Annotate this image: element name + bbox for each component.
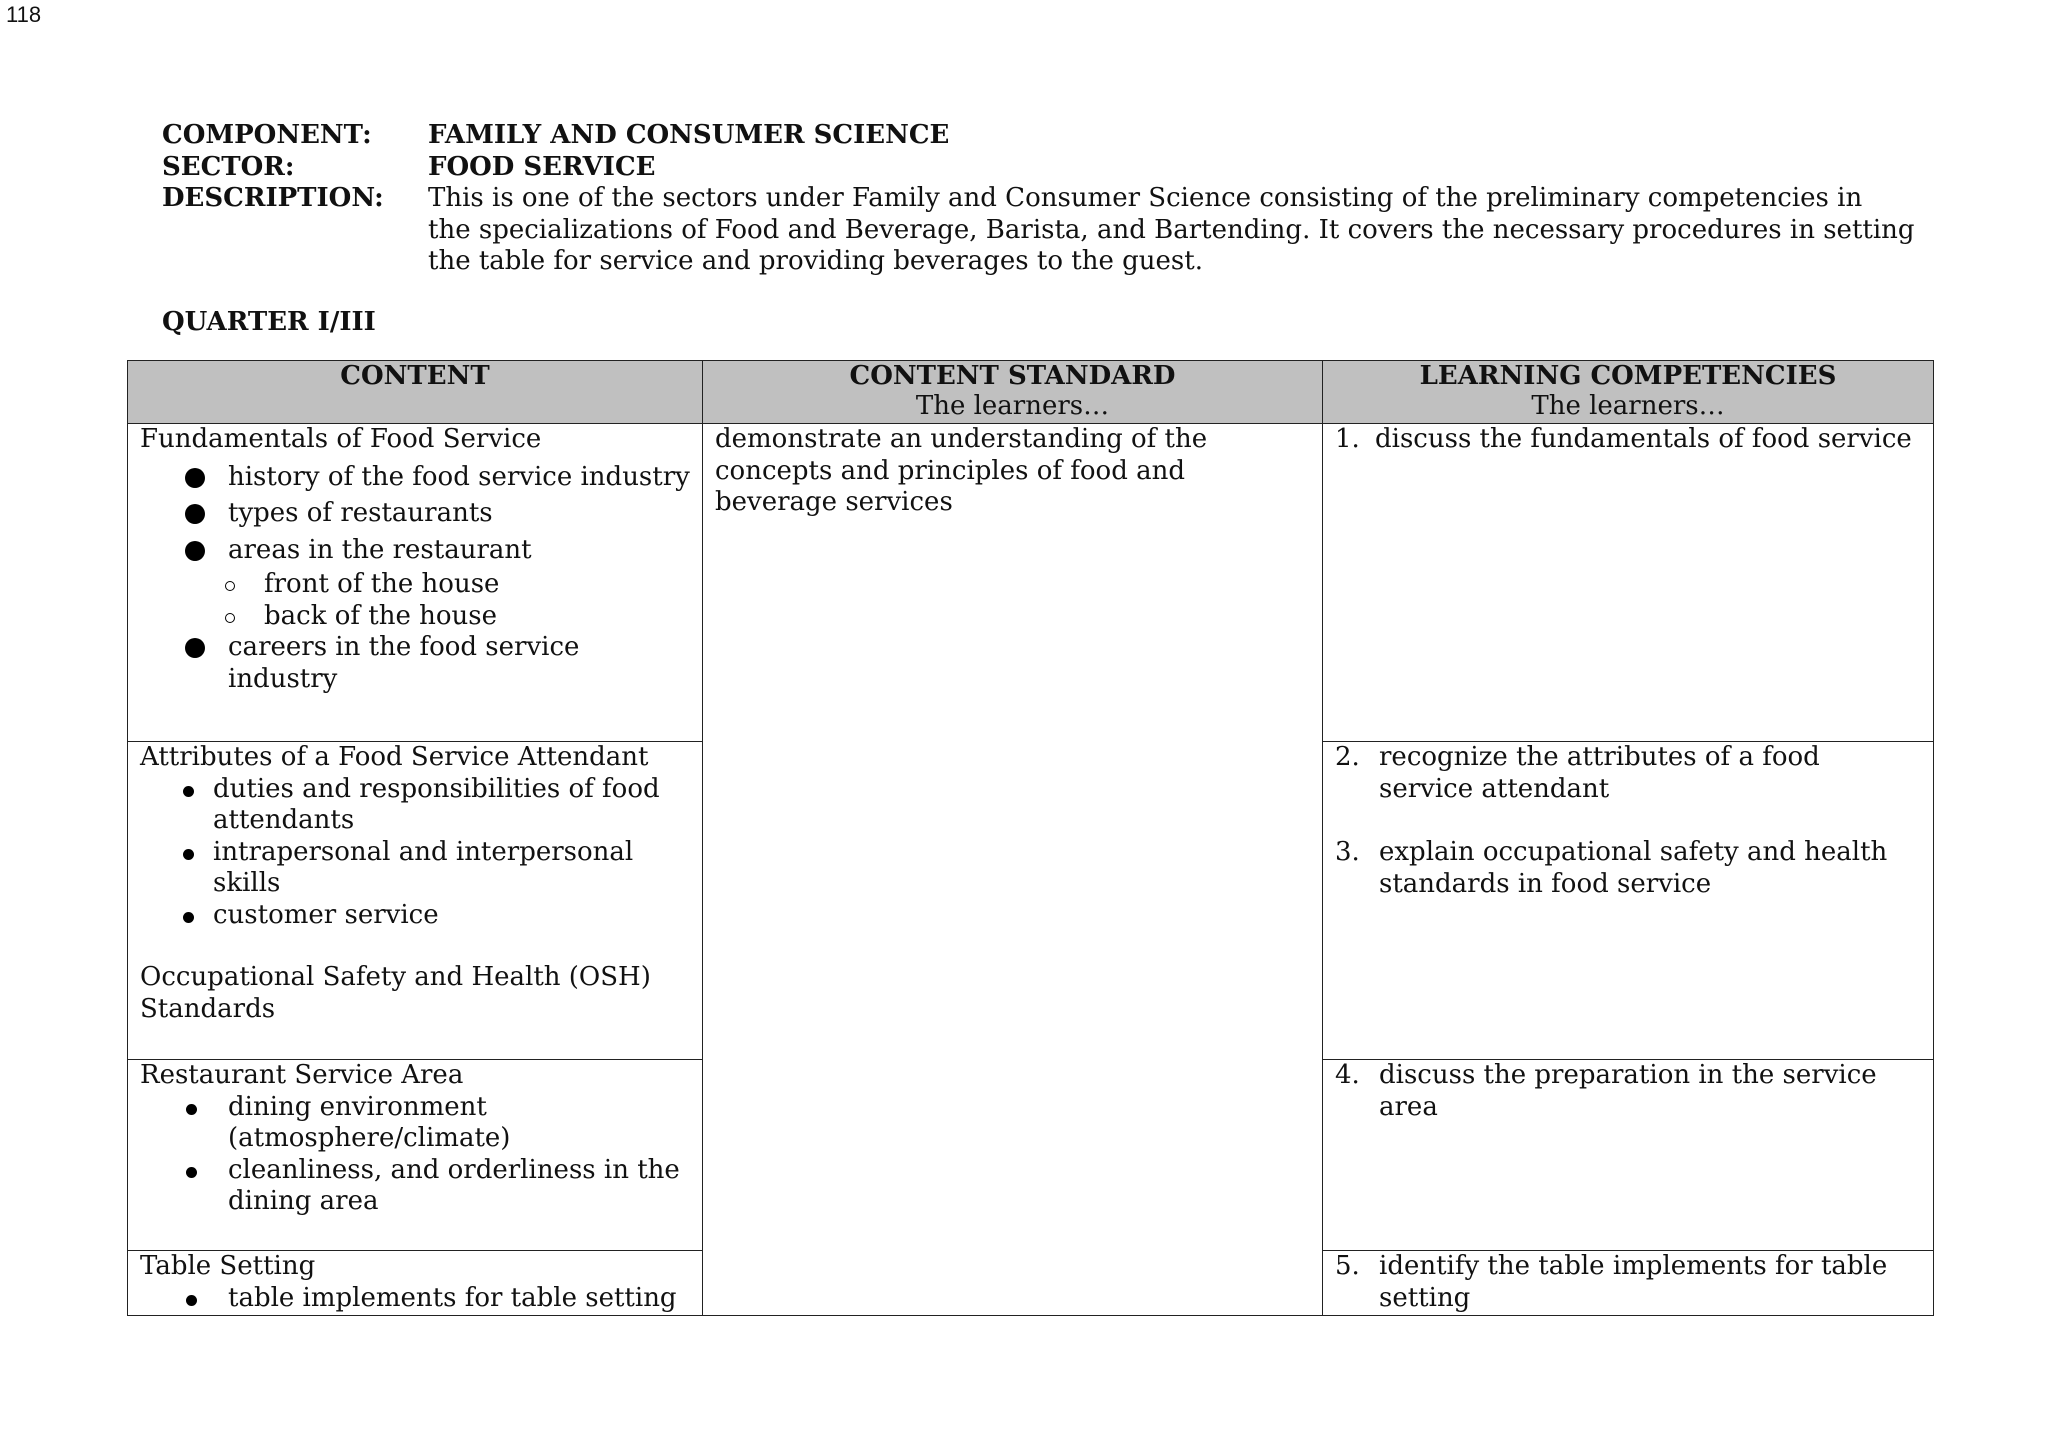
content-list [140,1283,690,1315]
list-item-text: duties and responsibilities of food [213,773,660,804]
competency-number: 2. [1335,742,1360,772]
competency-cell [1323,1251,1934,1316]
content-standard-line: demonstrate an understanding of the [715,424,1208,454]
circle-bullet-icon [225,613,235,623]
content-heading: Attributes of a Food Service Attendant [140,742,649,772]
content-subheading [140,962,690,1025]
list-item-text: dining area [228,1186,379,1216]
header-competencies-title: LEARNING COMPETENCIES [1419,361,1837,391]
competency-item [1335,742,1921,805]
sub-list-item [140,569,690,601]
curriculum-meta [162,120,1922,278]
competency-text: explain occupational safety and health standards in food service [1379,837,1888,899]
content-list [140,1092,690,1218]
content-heading: Table Setting [140,1251,316,1281]
list-item-text: history of the food service industry [228,461,690,492]
content-cell [128,742,703,1060]
content-list [140,774,690,932]
description-row [162,183,1922,278]
content-cell [128,1060,703,1251]
competency-text: identify the table implements for table setting [1379,1251,1888,1313]
list-item [140,632,690,695]
bullet-icon [185,541,205,561]
description-line: the table for service and providing beverages to the guest. [428,246,1203,276]
header-content-title: CONTENT [340,361,490,391]
content-standard-line: concepts and principles of food and [715,455,1185,486]
content-heading: Fundamentals of Food Service [140,424,542,454]
list-item [140,535,690,567]
curriculum-table [127,360,1934,1316]
content-standard-line: beverage services [715,487,953,517]
sector-value: FOOD SERVICE [428,151,656,182]
bullet-icon [186,1295,197,1306]
bullet-icon [183,912,194,923]
circle-bullet-icon [225,581,235,591]
list-item-text: skills [213,868,281,898]
component-label: COMPONENT: [162,120,372,150]
list-item-text: types of restaurants [228,498,493,528]
content-sublist [140,569,690,632]
component-row [162,120,1922,152]
competency-text: discuss the preparation in the service area [1379,1060,1877,1122]
description-label: DESCRIPTION: [162,183,384,213]
list-item [140,1155,690,1218]
list-item [140,837,690,900]
quarter-heading: QUARTER I/III [162,307,376,337]
competency-item [1335,1251,1921,1314]
list-item-text: areas in the restaurant [228,534,532,565]
bullet-icon [185,468,205,488]
competency-number: 5. [1335,1251,1360,1281]
list-item [140,1092,690,1155]
list-item [140,774,690,837]
content-cell [128,1251,703,1316]
content-list [140,462,690,567]
component-value: FAMILY AND CONSUMER SCIENCE [428,120,950,150]
list-item-text: dining environment [228,1091,487,1122]
subheading-line: Standards [140,993,276,1024]
list-item-text: customer service [213,899,439,930]
list-item-text: (atmosphere/climate) [228,1123,511,1153]
competency-text: recognize the attributes of a food service attendant [1379,742,1820,804]
description-value [428,183,1922,278]
list-item-text: front of the house [264,569,500,599]
competency-item [1335,424,1921,456]
competency-cell [1323,424,1934,742]
competency-number: 3. [1335,837,1360,867]
description-line: the specializations of Food and Beverage, Barista, and Bartending. It covers the necessary procedures in setting [428,214,1915,245]
header-competencies-sub: The learners… [1531,391,1725,421]
list-item-text: back of the house [264,600,497,631]
list-item-text: table implements for table setting [228,1282,677,1313]
content-standard-cell [703,424,1323,1316]
content-heading: Restaurant Service Area [140,1060,464,1090]
bullet-icon [183,849,194,860]
list-item-text: careers in the food service [228,632,580,662]
header-content [128,361,703,424]
bullet-icon [183,786,194,797]
list-item-text: attendants [213,805,355,835]
list-item [140,498,690,530]
header-standard-title: CONTENT STANDARD [849,361,1176,391]
description-line: This is one of the sectors under Family and Consumer Science consisting of the preliminary competencies in [428,183,1863,213]
competency-item [1335,1060,1921,1123]
competency-number: 4. [1335,1060,1360,1090]
competency-cell [1323,742,1934,1060]
bullet-icon [185,504,205,524]
list-item-text: cleanliness, and orderliness in the [228,1154,680,1185]
list-item [140,1283,690,1315]
bullet-icon [186,1167,197,1178]
sector-row [162,152,1922,184]
content-list [140,632,690,695]
list-item-text: intrapersonal and interpersonal [213,836,634,867]
header-learning-competencies [1323,361,1934,424]
table-row [128,424,1934,742]
sector-label: SECTOR: [162,151,295,182]
table-header-row [128,361,1934,424]
list-item [140,900,690,932]
subheading-line: Occupational Safety and Health (OSH) [140,962,651,992]
sub-list-item [140,601,690,633]
competency-text: discuss the fundamentals of food service [1375,424,1912,454]
list-item [140,462,690,494]
header-standard-sub: The learners… [915,391,1110,421]
header-content-standard [703,361,1323,424]
list-item-text: industry [228,663,338,694]
competency-cell [1323,1060,1934,1251]
page-number: 118 [6,2,42,27]
competency-item [1335,837,1921,900]
competency-number: 1. [1335,424,1360,454]
bullet-icon [185,638,205,658]
content-cell [128,424,703,742]
bullet-icon [186,1104,197,1115]
